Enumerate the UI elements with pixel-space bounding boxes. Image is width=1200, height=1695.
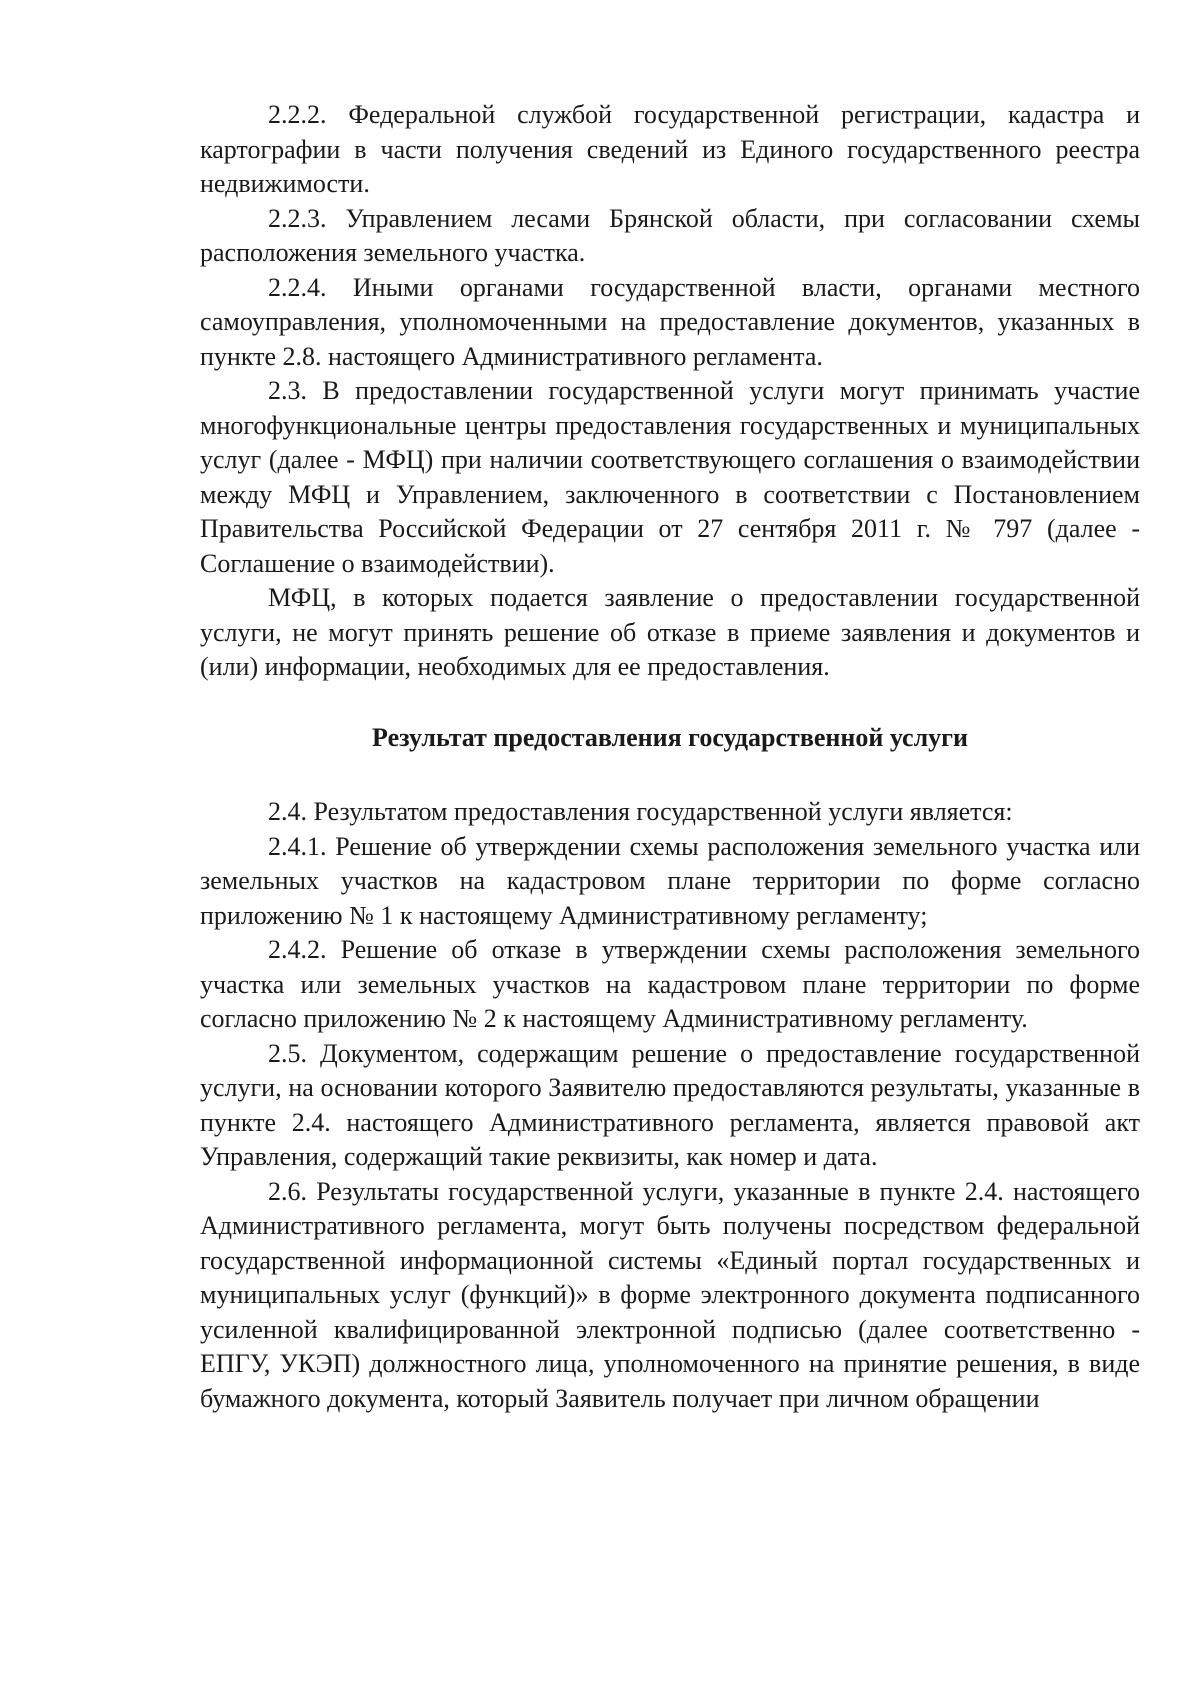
paragraph-mfc: МФЦ, в которых подается заявление о предоставлении государственной услуги, не могут принять решение об отказе в приеме заявления и документов и (или) информации, необходимых для ее предоставления. <box>200 583 1140 681</box>
paragraph-2-4: 2.4. Результатом предоставления государственной услуги является: <box>268 797 1013 826</box>
paragraph-2-6: 2.6. Результаты государственной услуги, указанные в пункте 2.4. настоящего Административного регламента, могут быть получены посредством федеральной государственной информационной системы «Единый портал государственных и муниципальных услуг (функций)» в форме электронного документа подписанного усиленной квалифицированной электронной подписью (далее соответственно - ЕПГУ, УКЭП) должностного лица, уполномоченного на принятие решения, в виде бумажного документа, который Заявитель получает при личном обращении <box>200 1176 1140 1413</box>
paragraph-2-4-1: 2.4.1. Решение об утверждении схемы расположения земельного участка или земельных участков на кадастровом плане территории по форме согласно приложению № 1 к настоящему Административному регламенту; <box>200 831 1140 930</box>
paragraph-2-2-4: 2.2.4. Иными органами государственной власти, органами местного самоуправления, уполномоченными на предоставление документов, указанных в пункте 2.8. настоящего Административного регламента. <box>200 272 1140 371</box>
paragraph-2-2-3: 2.2.3. Управлением лесами Брянской области, при согласовании схемы расположения земельного участка. <box>200 203 1140 267</box>
section-heading: Результат предоставления государственной услуги <box>372 722 968 752</box>
paragraph-2-3: 2.3. В предоставлении государственной услуги могут принимать участие многофункциональные центры предоставления государственных и муниципальных услуг (далее - МФЦ) при наличии соответствующего соглашения о взаимодействии между МФЦ и Управлением, заключенного в соответствии с Постановлением Правительства Российской Федерации от 27 сентября 2011 г. № 797 (далее - Соглашение о взаимодействии). <box>200 376 1140 578</box>
document-body <box>200 98 1140 1416</box>
paragraph-2-5: 2.5. Документом, содержащим решение о предоставление государственной услуги, на основании которого Заявителю предоставляются результаты, указанные в пункте 2.4. настоящего Административного регламента, является правовой акт Управления, содержащий такие реквизиты, как номер и дата. <box>200 1038 1140 1171</box>
paragraph-2-4-2: 2.4.2. Решение об отказе в утверждении схемы расположения земельного участка или земельных участков на кадастровом плане территории по форме согласно приложению № 2 к настоящему Административному регламенту. <box>200 935 1140 1033</box>
paragraph-2-2-2: 2.2.2. Федеральной службой государственной регистрации, кадастра и картографии в части получения сведений из Единого государственного реестра недвижимости. <box>200 100 1140 198</box>
